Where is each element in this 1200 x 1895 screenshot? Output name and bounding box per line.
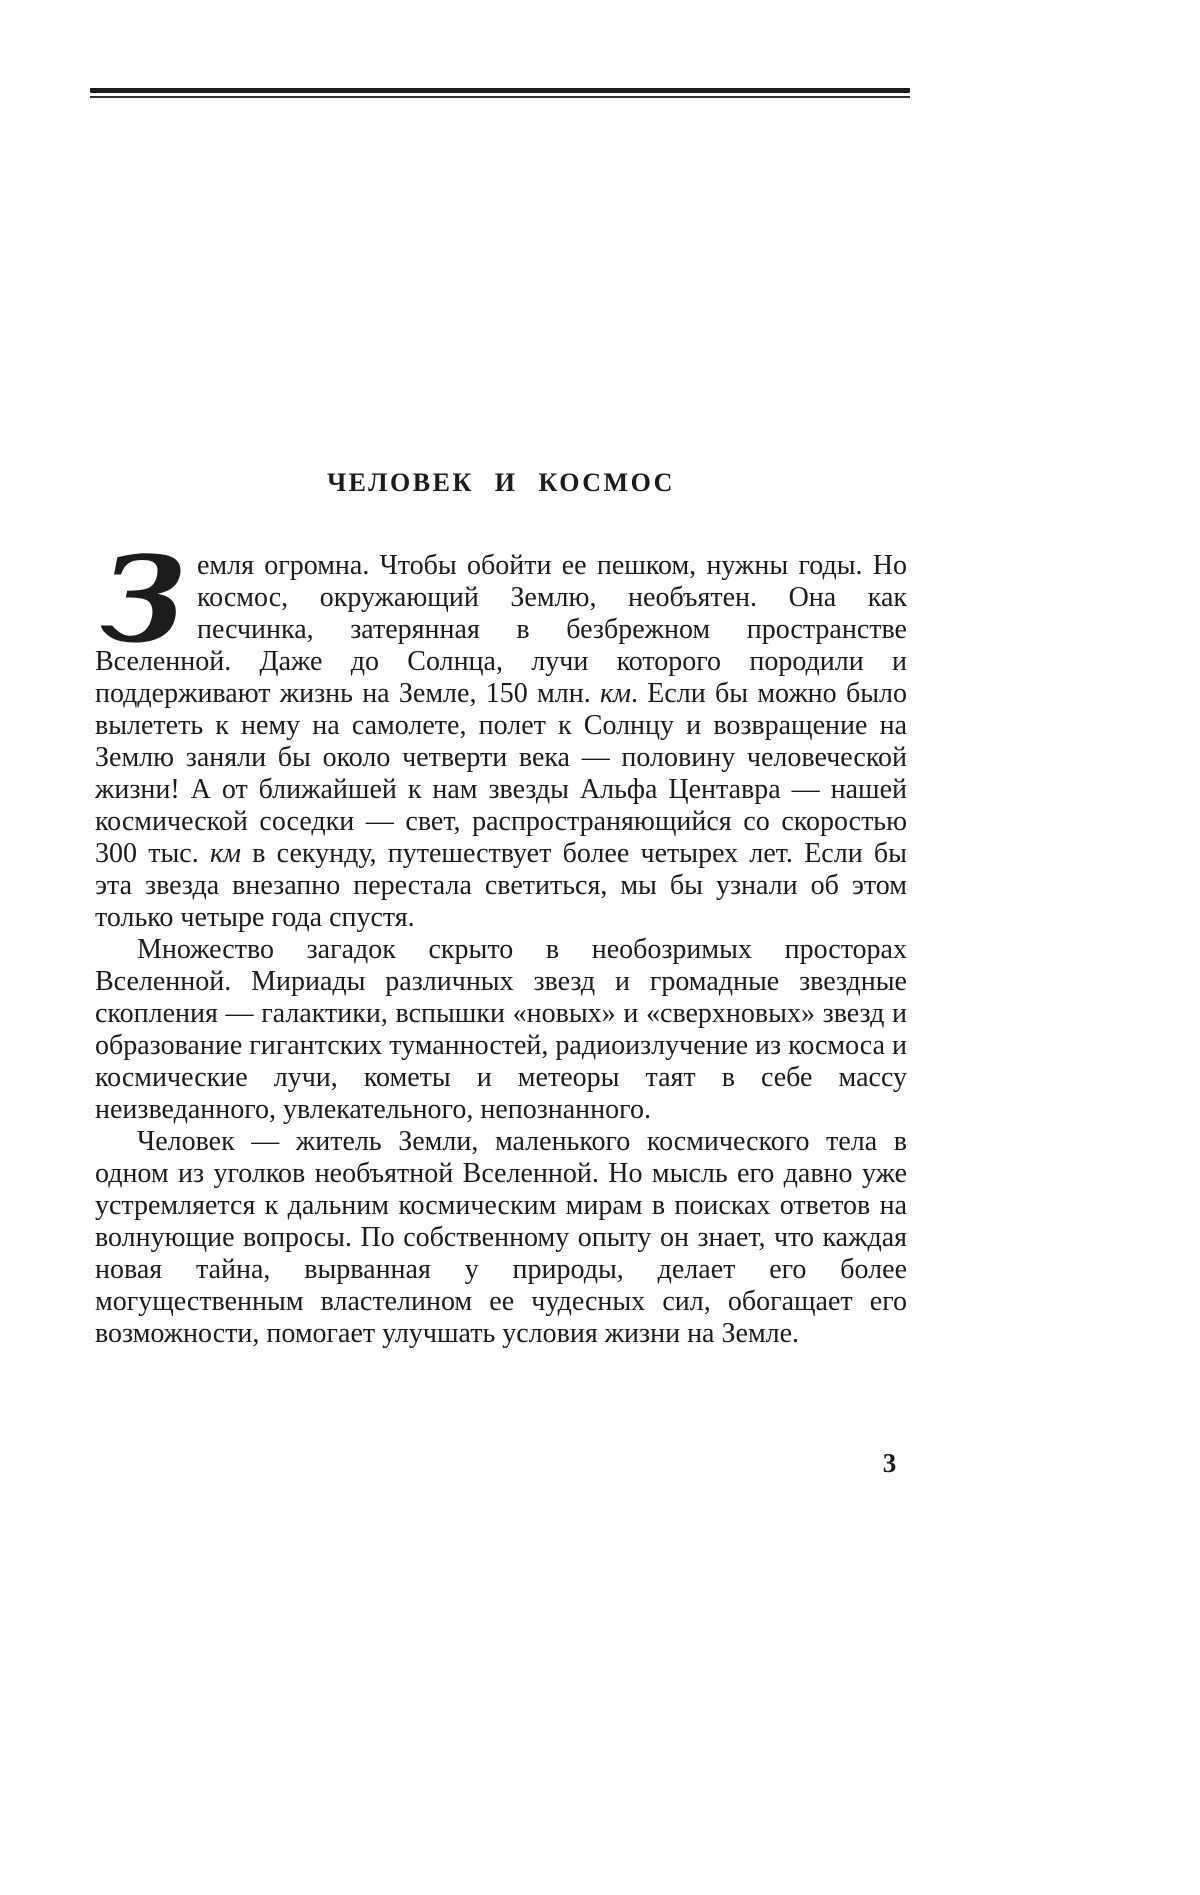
header-rule-thin bbox=[90, 96, 910, 98]
italic-text-segment: км bbox=[599, 678, 631, 709]
text-segment: Множество загадок скрыто в необозримых просторах Вселенной. Мириады различных звезд и громадные звездные скопления — галактики, вспышки «новых» и «сверхновых» звезд и образование гигантских туманностей, радиоизлучение из космоса и космические лучи, кометы и метеоры таят в себе массу неизведанного, увлекательного, непознанного. bbox=[95, 934, 907, 1125]
body-text bbox=[95, 530, 907, 1350]
text-segment: . Если бы можно было вылететь к нему на самолете, полет к Солнцу и возвращение на Землю заняли бы около четверти века — половину человеческой жизни! А от ближайшей к нам звезды Альфа Центавра — нашей космической соседки — свет, распространяющийся со скоростью 300 тыс. bbox=[95, 678, 907, 869]
header-rule bbox=[90, 88, 910, 98]
text-segment: Человек — житель Земли, маленького космического тела в одном из уголков необъятной Вселенной. Но мысль его давно уже устремляется к дальним космическим мирам в поисках ответов на волнующие вопросы. По собственному опыту он знает, что каждая новая тайна, вырванная у природы, делает его более могущественным властелином ее чудесных сил, обогащает его возможности, помогает улучшать условия жизни на Земле. bbox=[95, 1126, 907, 1349]
text-segment: в секунду, путешествует более четырех лет. Если бы эта звезда внезапно перестала светиться, мы бы узнали об этом только четыре года спустя. bbox=[95, 838, 907, 933]
page-number: 3 bbox=[882, 1448, 897, 1478]
paragraph bbox=[95, 934, 907, 1126]
drop-cap-letter: З bbox=[100, 530, 186, 669]
header-rule-thick bbox=[90, 88, 910, 93]
chapter-heading: ЧЕЛОВЕК И КОСМОС bbox=[327, 468, 675, 497]
italic-text-segment: км bbox=[209, 838, 241, 869]
paragraph bbox=[95, 530, 907, 934]
paragraph bbox=[95, 1126, 907, 1350]
text-segment: емля огромна. Чтобы обойти ее пешком, нужны годы. Но космос, окружающий Землю, необъятен. Она как песчинка, затерянная в безбрежном пространстве Вселенной. Даже до Солнца, лучи которого породили и поддерживают жизнь на Земле, 150 млн. bbox=[95, 550, 907, 709]
